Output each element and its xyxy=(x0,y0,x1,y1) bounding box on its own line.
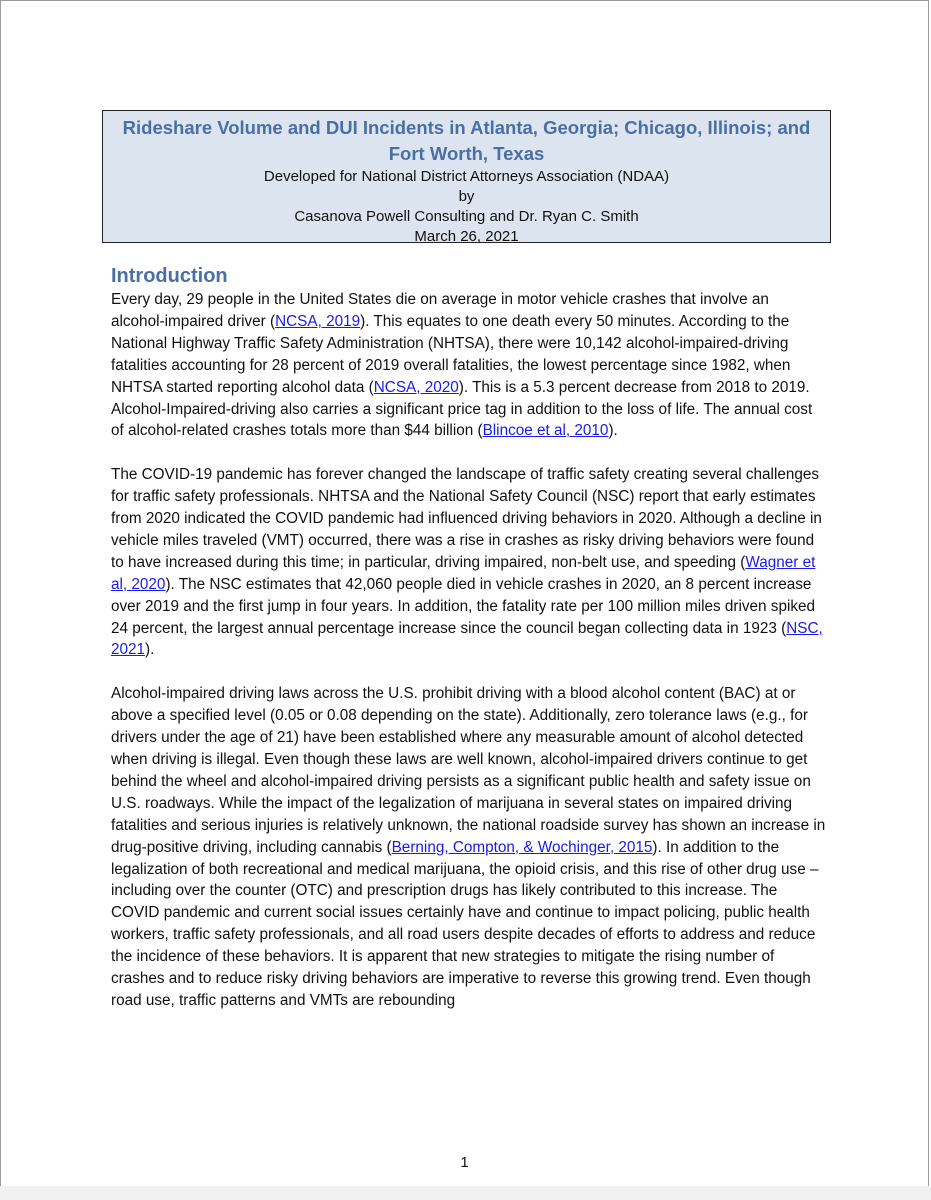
main-content xyxy=(111,263,826,1012)
page-number: 1 xyxy=(460,1154,469,1171)
paragraph-text: Every day, 29 people in the United States die on average in motor vehicle crashes that involve an alcohol-impaired driver ( xyxy=(111,291,769,330)
paragraph-text: ). xyxy=(608,422,618,440)
citation-link-nsc-2021[interactable]: NSC, 2021 xyxy=(111,619,823,659)
citation-link-ncsa-2020[interactable]: NCSA, 2020 xyxy=(373,378,459,396)
citation-link-ncsa-2019[interactable]: NCSA, 2019 xyxy=(275,312,361,330)
report-title: Rideshare Volume and DUI Incidents in Atlanta, Georgia; Chicago, Illinois; and Fort Worth, Texas xyxy=(122,117,811,164)
viewer-bottom-strip xyxy=(0,1186,931,1200)
paragraph-text: Alcohol-impaired driving laws across the U.S. prohibit driving with a blood alcohol content (BAC) at or above a specified level (0.05 or 0.08 depending on the state). Additionally, zero tolerance laws (e.g., for drivers under the age of 21) have been established where any measurable amount of alcohol detected when driving is illegal. Even though these laws are well known, alcohol-impaired drivers continue to get behind the wheel and alcohol-impaired driving persists as a significant public health and safety issue on U.S. roadways. While the impact of the legalization of marijuana in several states on impaired driving fatalities and serious injuries is relatively unknown, the national roadside survey has shown an increase in drug-positive driving, including cannabis ( xyxy=(111,685,826,856)
date-line: March 26, 2021 xyxy=(414,228,519,245)
developed-for-line: Developed for National District Attorneys Association (NDAA) xyxy=(263,168,670,185)
title-box xyxy=(102,110,831,243)
paragraph-text: ). This equates to one death every 50 minutes. According to the National Highway Traffic Safety Administration (NHTSA), there were 10,142 alcohol-impaired-driving fatalities accounting for 28 percent of 2019 overall fatalities, the lowest percentage since 1982, when NHTSA started reporting alcohol data ( xyxy=(111,312,791,396)
by-line: by xyxy=(458,188,475,205)
intro-paragraph-1 xyxy=(111,289,826,442)
intro-paragraph-3 xyxy=(111,683,826,1012)
paragraph-text: ). The NSC estimates that 42,060 people died in vehicle crashes in 2020, an 8 percent increase over 2019 and the first jump in four years. In addition, the fatality rate per 100 million miles driven spiked 24 percent, the largest annual percentage increase since the council began collecting data in 1923 ( xyxy=(111,575,816,637)
paragraph-text: The COVID-19 pandemic has forever changed the landscape of traffic safety creating several challenges for traffic safety professionals. NHTSA and the National Safety Council (NSC) report that early estimates from 2020 indicated the COVID pandemic had influenced driving behaviors in 2020. Although a decline in vehicle miles traveled (VMT) occurred, there was a rise in crashes as risky driving behaviors were found to have increased during this time; in particular, driving impaired, non-belt use, and speeding ( xyxy=(111,466,822,571)
paragraph-text: ). xyxy=(145,641,155,659)
citation-link-wagner-2020[interactable]: Wagner et al, 2020 xyxy=(111,553,816,593)
section-heading-introduction: Introduction xyxy=(111,265,228,287)
intro-paragraph-2 xyxy=(111,464,826,661)
paragraph-text: ). In addition to the legalization of both recreational and medical marijuana, the opioid crisis, and this rise of other drug use – including over the counter (OTC) and prescription drugs has likely contributed to this increase. The COVID pandemic and current social issues certainly have and continue to impact policing, public health workers, traffic safety professionals, and all road users despite decades of efforts to address and reduce the incidence of these behaviors. It is apparent that new strategies to mitigate the rising number of crashes and to reduce risky driving behaviors are imperative to reverse this growing trend. Even though road use, traffic patterns and VMTs are rebounding xyxy=(111,838,819,1009)
citation-link-blincoe-2010[interactable]: Blincoe et al, 2010 xyxy=(482,422,609,440)
authors-line: Casanova Powell Consulting and Dr. Ryan C. Smith xyxy=(294,208,639,225)
paragraph-text: ). This is a 5.3 percent decrease from 2018 to 2019. Alcohol-Impaired-driving also carries a significant price tag in addition to the loss of life. The annual cost of alcohol-related crashes totals more than $44 billion ( xyxy=(111,378,813,440)
citation-link-berning-2015[interactable]: Berning, Compton, & Wochinger, 2015 xyxy=(391,838,653,856)
